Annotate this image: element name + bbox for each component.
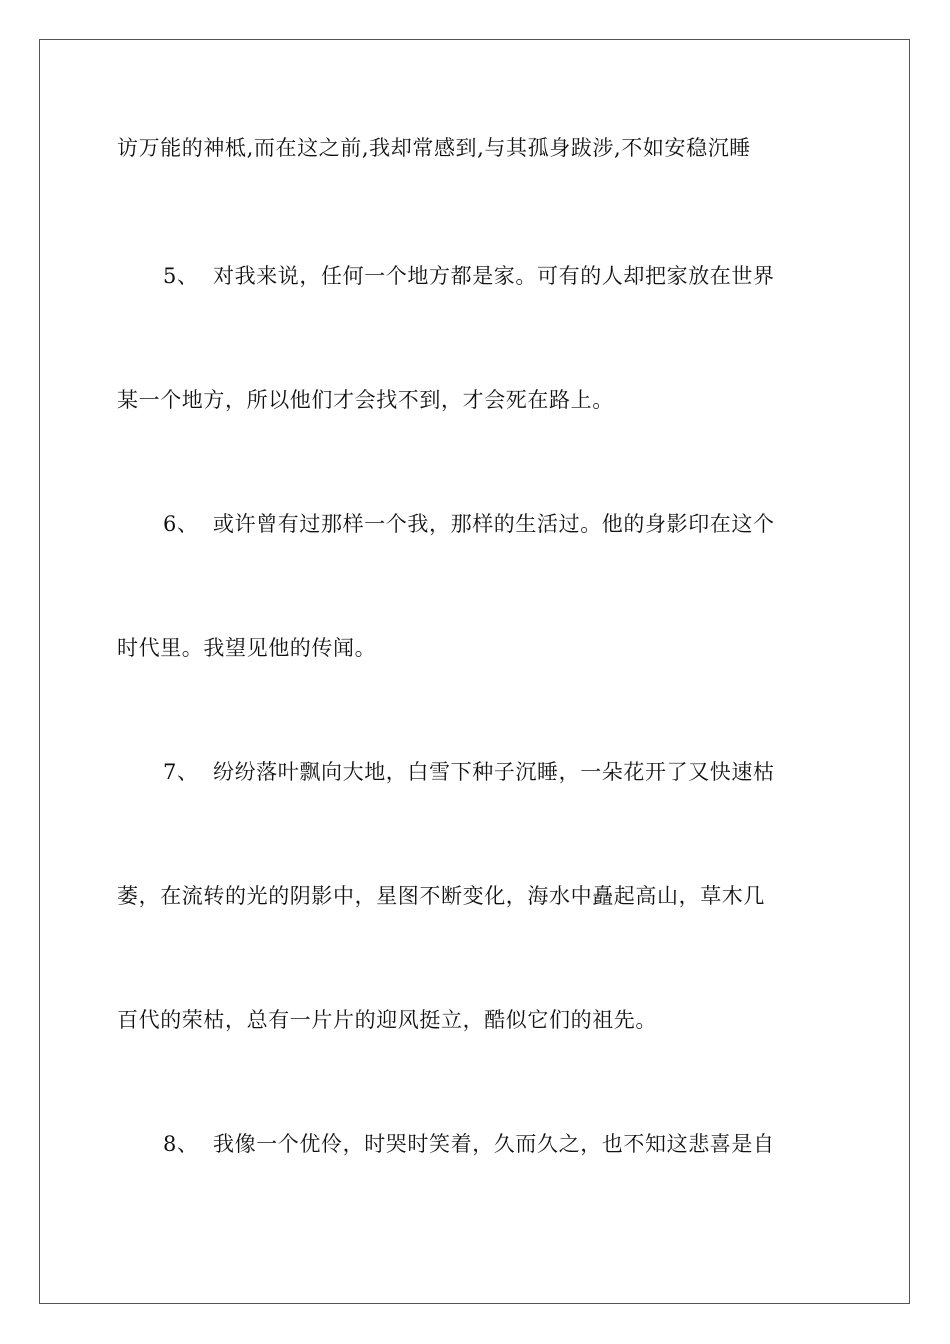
- line-text: 纷纷落叶飘向大地，白雪下种子沉睡，一朵花开了又快速枯: [213, 760, 775, 784]
- line-text: 对我来说，任何一个地方都是家。可有的人却把家放在世界: [213, 264, 775, 288]
- item-number: 7、: [163, 760, 199, 784]
- page-frame: [39, 39, 910, 1304]
- item-7-line-1: [163, 758, 879, 786]
- item-number: 8、: [163, 1132, 199, 1156]
- line-text: 访万能的神柢,而在这之前,我却常感到,与其孤身跋涉,不如安稳沉睡: [117, 136, 751, 160]
- item-6-line-2: [117, 634, 833, 662]
- line-text: 百代的荣枯，总有一片片的迎风挺立，酷似它们的祖先。: [117, 1008, 657, 1032]
- item-6-line-1: [163, 510, 879, 538]
- item-number: 6、: [163, 512, 199, 536]
- item-number: 5、: [163, 264, 199, 288]
- item-8-line-1: [163, 1130, 879, 1158]
- line-text: 或许曾有过那样一个我，那样的生活过。他的身影印在这个: [213, 512, 775, 536]
- line-text: 时代里。我望见他的传闻。: [117, 636, 377, 660]
- item-7-line-3: [117, 1006, 833, 1034]
- item-7-line-2: [117, 882, 833, 910]
- text-line-1: [117, 134, 833, 162]
- line-text: 某一个地方，所以他们才会找不到，才会死在路上。: [117, 388, 614, 412]
- line-text: 萎，在流转的光的阴影中，星图不断变化，海水中矗起高山，草木几: [117, 884, 765, 908]
- item-5-line-1: [163, 262, 879, 290]
- line-text: 我像一个优伶，时哭时笑着，久而久之，也不知这悲喜是自: [213, 1132, 775, 1156]
- item-5-line-2: [117, 386, 833, 414]
